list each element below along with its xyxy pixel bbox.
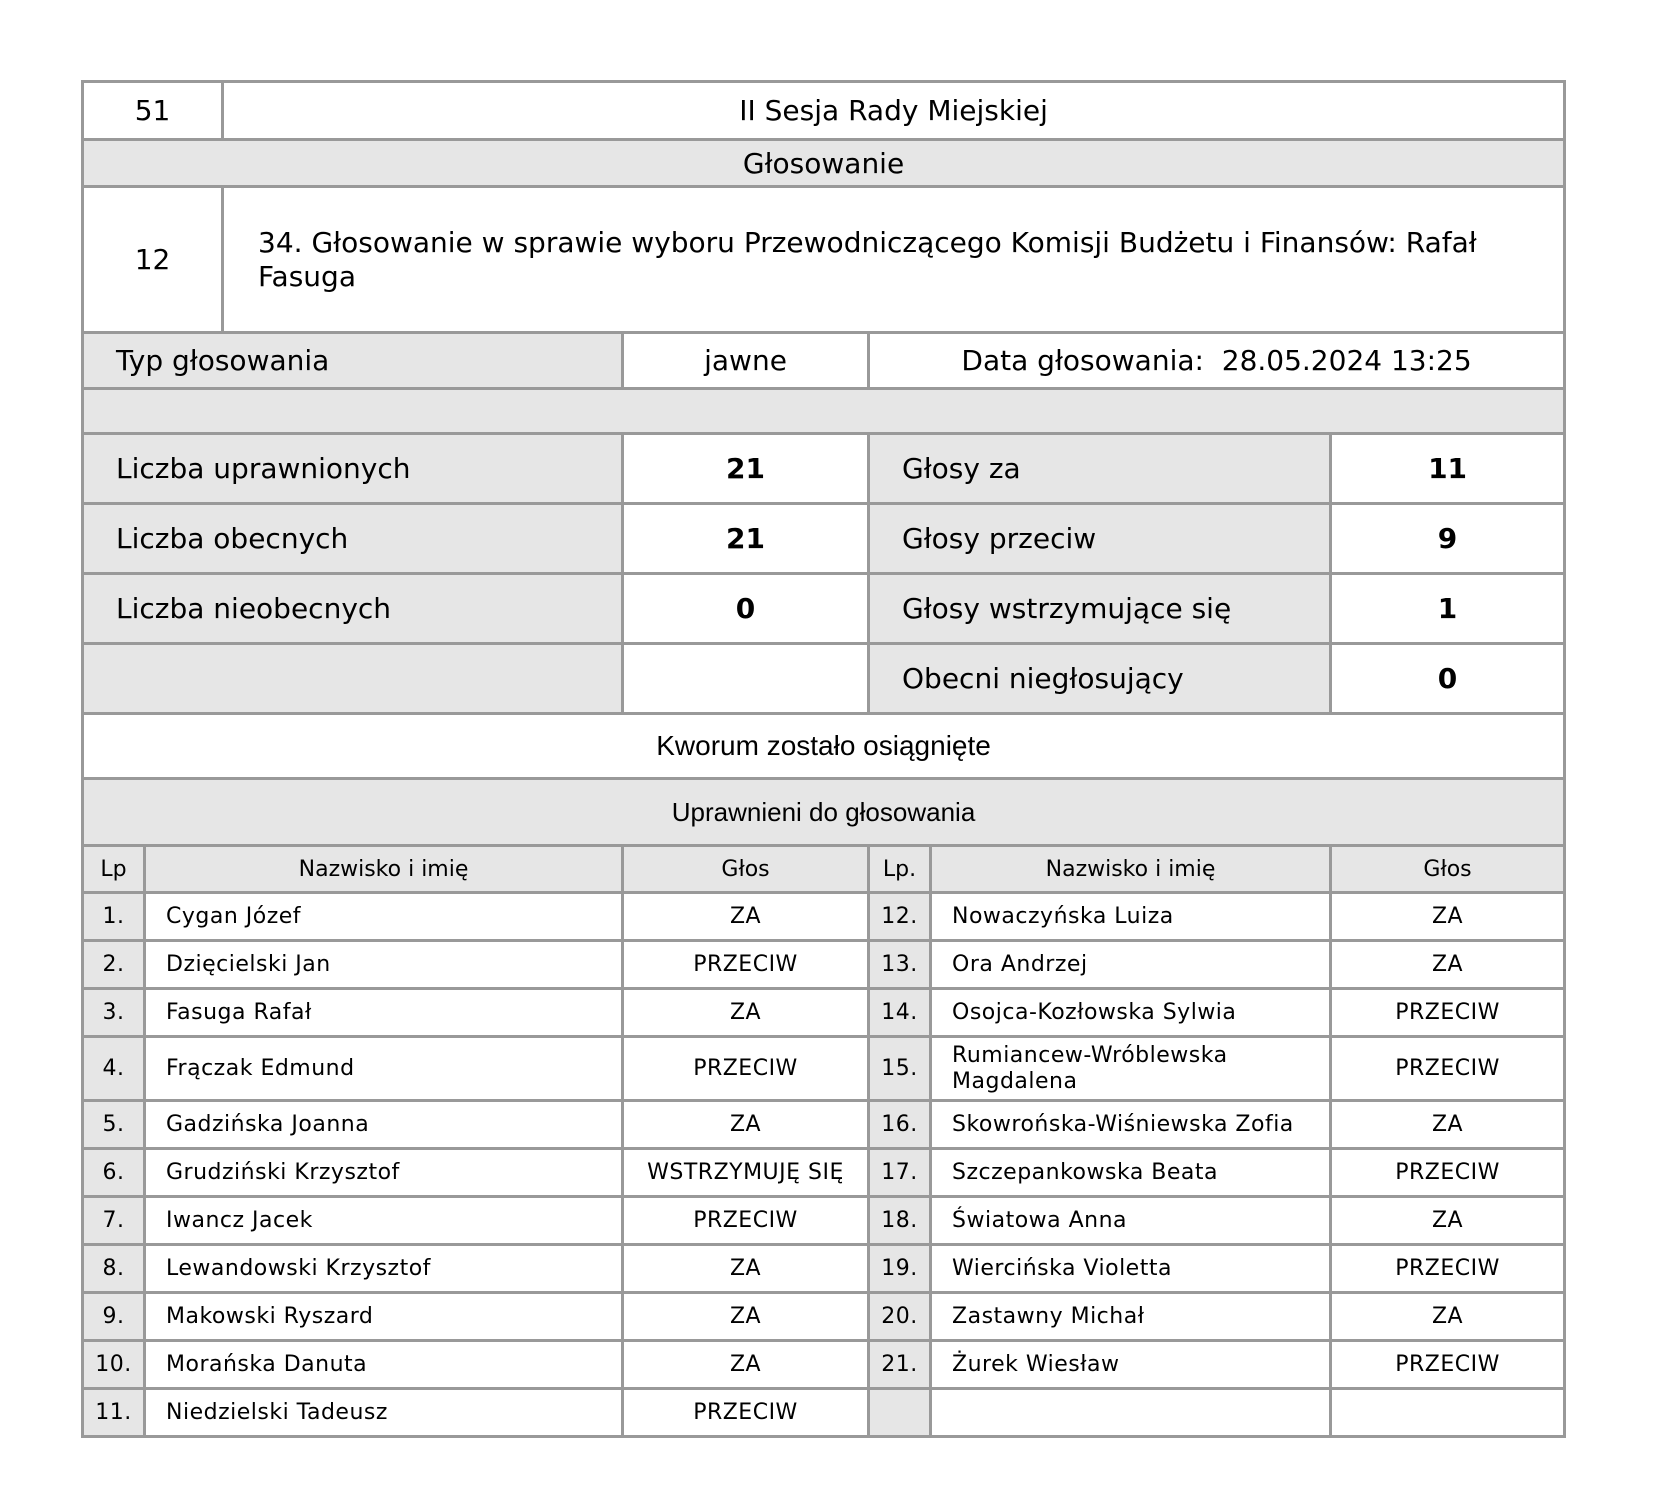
voter-vote: ZA [623, 1101, 869, 1149]
entitled-value: 21 [623, 434, 869, 504]
voter-lp: 5. [83, 1101, 145, 1149]
voter-vote: PRZECIW [623, 1197, 869, 1245]
voter-lp: 12. [869, 893, 931, 941]
quorum-status: Kworum zostało osiągnięte [83, 714, 1565, 779]
vote-date-label: Data głosowania: [961, 344, 1204, 377]
session-number: 51 [83, 82, 223, 140]
voter-name: Osojca-Kozłowska Sylwia [931, 989, 1331, 1037]
voter-name: Światowa Anna [931, 1197, 1331, 1245]
empty-name-cell [931, 1389, 1331, 1437]
voter-name: Morańska Danuta [145, 1341, 623, 1389]
voter-vote: PRZECIW [1331, 1341, 1565, 1389]
voter-vote: ZA [1331, 1293, 1565, 1341]
voter-name: Cygan Józef [145, 893, 623, 941]
voter-vote: PRZECIW [623, 1037, 869, 1101]
voter-lp: 19. [869, 1245, 931, 1293]
empty-vote-cell [1331, 1389, 1565, 1437]
voter-vote: PRZECIW [1331, 1245, 1565, 1293]
absent-label: Liczba nieobecnych [83, 574, 623, 644]
voter-name: Fasuga Rafał [145, 989, 623, 1037]
empty-label-cell [83, 644, 623, 714]
table-row [83, 1037, 1565, 1101]
voter-name: Lewandowski Krzysztof [145, 1245, 623, 1293]
voter-lp: 1. [83, 893, 145, 941]
voter-name: Dzięcielski Jan [145, 941, 623, 989]
voting-label: Głosowanie [83, 140, 1565, 187]
voting-report [81, 80, 1563, 1438]
table-row [83, 1245, 1565, 1293]
voter-lp: 7. [83, 1197, 145, 1245]
voter-name: Szczepankowska Beata [931, 1149, 1331, 1197]
voter-vote: ZA [623, 893, 869, 941]
item-title: 34. Głosowanie w sprawie wyboru Przewodniczącego Komisji Budżetu i Finansów: Rafał Fasuga [223, 187, 1565, 333]
table-row [83, 989, 1565, 1037]
vote-date [869, 333, 1565, 389]
voter-vote: PRZECIW [623, 941, 869, 989]
voter-name: Niedzielski Tadeusz [145, 1389, 623, 1437]
nonvoting-value: 0 [1331, 644, 1565, 714]
voter-vote: ZA [1331, 893, 1565, 941]
voter-name: Makowski Ryszard [145, 1293, 623, 1341]
abstain-value: 1 [1331, 574, 1565, 644]
vote-type-label: Typ głosowania [83, 333, 623, 389]
voter-vote: PRZECIW [1331, 1037, 1565, 1101]
voter-vote: ZA [623, 989, 869, 1037]
voter-lp: 11. [83, 1389, 145, 1437]
voter-name: Ora Andrzej [931, 941, 1331, 989]
table-row [83, 941, 1565, 989]
voter-vote: PRZECIW [1331, 989, 1565, 1037]
col-vote-left: Głos [623, 846, 869, 893]
voting-table [81, 80, 1566, 1438]
session-title: II Sesja Rady Miejskiej [223, 82, 1565, 140]
voter-name: Gadzińska Joanna [145, 1101, 623, 1149]
present-value: 21 [623, 504, 869, 574]
col-lp-left: Lp [83, 846, 145, 893]
voter-lp: 21. [869, 1341, 931, 1389]
voter-name: Żurek Wiesław [931, 1341, 1331, 1389]
table-row [83, 1341, 1565, 1389]
spacer-row [83, 389, 1565, 434]
against-value: 9 [1331, 504, 1565, 574]
col-vote-right: Głos [1331, 846, 1565, 893]
voter-lp: 6. [83, 1149, 145, 1197]
voter-vote: WSTRZYMUJĘ SIĘ [623, 1149, 869, 1197]
voter-lp: 3. [83, 989, 145, 1037]
voter-name: Nowaczyńska Luiza [931, 893, 1331, 941]
absent-value: 0 [623, 574, 869, 644]
col-name-left: Nazwisko i imię [145, 846, 623, 893]
voter-name: Grudziński Krzysztof [145, 1149, 623, 1197]
voter-vote: ZA [623, 1341, 869, 1389]
voter-vote: ZA [623, 1293, 869, 1341]
table-row [83, 1101, 1565, 1149]
voter-vote: ZA [1331, 941, 1565, 989]
voter-lp: 13. [869, 941, 931, 989]
voter-vote: ZA [623, 1245, 869, 1293]
table-row [83, 1389, 1565, 1437]
voter-lp: 8. [83, 1245, 145, 1293]
voter-lp: 18. [869, 1197, 931, 1245]
voter-vote: ZA [1331, 1197, 1565, 1245]
voter-lp: 4. [83, 1037, 145, 1101]
nonvoting-label: Obecni niegłosujący [869, 644, 1331, 714]
voter-name: Skowrońska-Wiśniewska Zofia [931, 1101, 1331, 1149]
voter-lp: 20. [869, 1293, 931, 1341]
col-name-right: Nazwisko i imię [931, 846, 1331, 893]
against-label: Głosy przeciw [869, 504, 1331, 574]
voter-lp: 9. [83, 1293, 145, 1341]
voter-lp: 16. [869, 1101, 931, 1149]
for-label: Głosy za [869, 434, 1331, 504]
abstain-label: Głosy wstrzymujące się [869, 574, 1331, 644]
voter-name: Iwancz Jacek [145, 1197, 623, 1245]
voter-name: Zastawny Michał [931, 1293, 1331, 1341]
empty-lp-cell [869, 1389, 931, 1437]
for-value: 11 [1331, 434, 1565, 504]
entitled-header: Uprawnieni do głosowania [83, 779, 1565, 846]
voter-vote: PRZECIW [623, 1389, 869, 1437]
table-row [83, 1149, 1565, 1197]
present-label: Liczba obecnych [83, 504, 623, 574]
table-row [83, 1197, 1565, 1245]
voter-lp: 14. [869, 989, 931, 1037]
voter-lp: 15. [869, 1037, 931, 1101]
col-lp-right: Lp. [869, 846, 931, 893]
item-number: 12 [83, 187, 223, 333]
table-row [83, 1293, 1565, 1341]
voter-vote: PRZECIW [1331, 1149, 1565, 1197]
vote-type-value: jawne [623, 333, 869, 389]
empty-value-cell [623, 644, 869, 714]
voter-name: Rumiancew-Wróblewska Magdalena [931, 1037, 1331, 1101]
vote-date-value: 28.05.2024 13:25 [1221, 344, 1472, 377]
voter-name: Wiercińska Violetta [931, 1245, 1331, 1293]
voter-lp: 17. [869, 1149, 931, 1197]
voter-lp: 10. [83, 1341, 145, 1389]
voter-name: Frączak Edmund [145, 1037, 623, 1101]
entitled-label: Liczba uprawnionych [83, 434, 623, 504]
voter-vote: ZA [1331, 1101, 1565, 1149]
table-row [83, 893, 1565, 941]
voter-lp: 2. [83, 941, 145, 989]
